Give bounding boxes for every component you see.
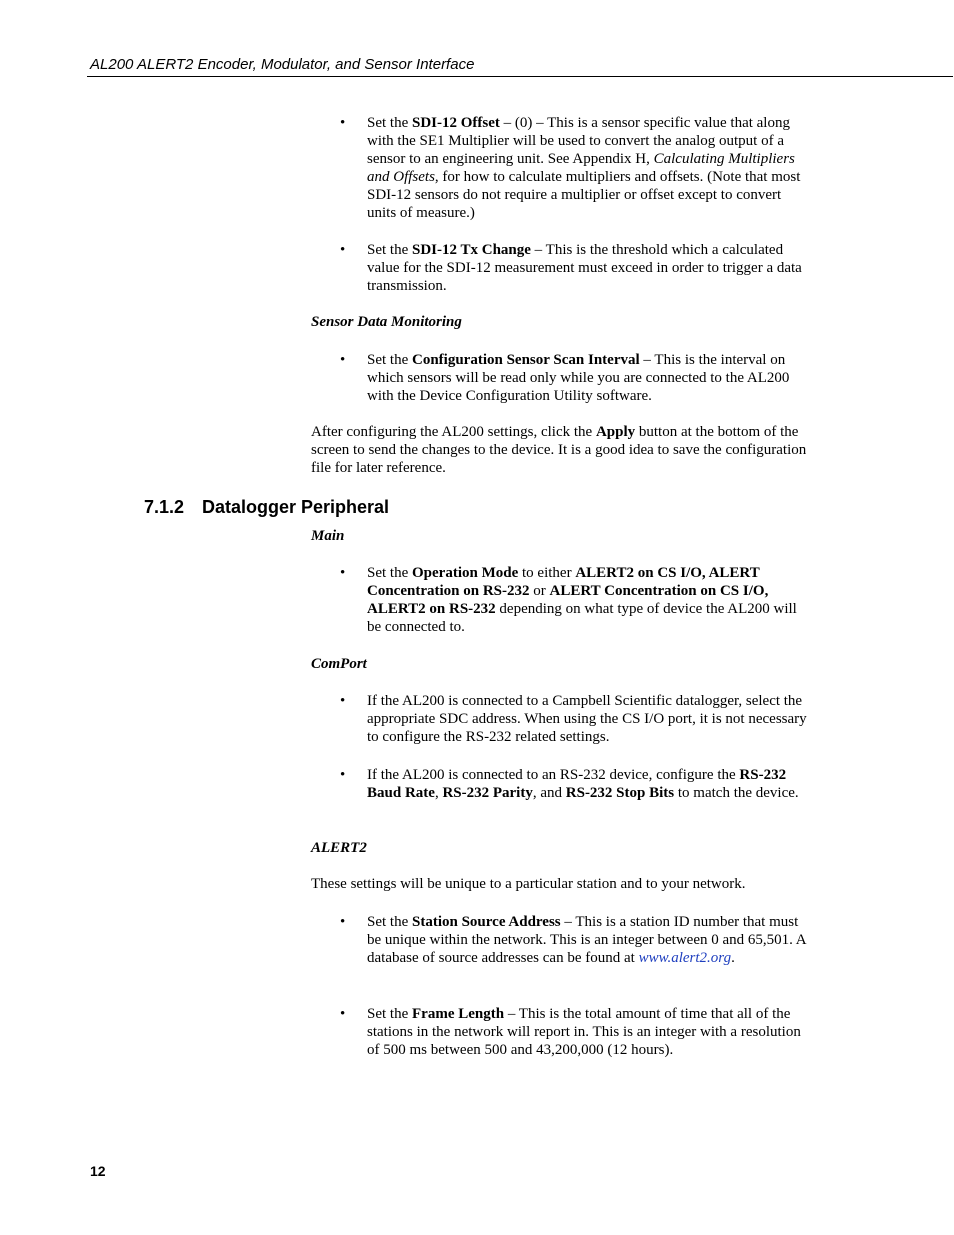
subheading-comport: ComPort [311, 656, 367, 672]
term-scan-interval: Configuration Sensor Scan Interval [412, 352, 640, 368]
option-alert2-cs-io: ALERT2 on CS I/O, ALERT Concentration on RS-232 [367, 565, 760, 599]
list-item-station-source-address [367, 913, 811, 967]
paragraph-alert2-intro: These settings will be unique to a particular station and to your network. [311, 876, 746, 892]
text: . [731, 950, 735, 966]
bullet-icon: • [340, 767, 346, 783]
alert2-link[interactable]: www.alert2.org [638, 950, 732, 966]
text: – This is the interval on which sensors will be read only while you are connected to the AL200 with the Device Configuration Utility software. [367, 352, 790, 404]
term-baud-rate: RS-232 Baud Rate [367, 767, 787, 801]
text: – This is the total amount of time that all of the stations in the network will report in. This is an integer with a resolution of 500 ms between 500 and 43,200,000 (12 hours). [367, 1006, 801, 1058]
text: to either [518, 565, 576, 581]
text: After configuring the AL200 settings, click the [311, 424, 596, 440]
text: Set the [367, 352, 412, 368]
term-sdi12-offset: SDI-12 Offset [412, 115, 500, 131]
bullet-icon: • [340, 352, 346, 368]
bullet-icon: • [340, 242, 346, 258]
text: to match the device. [674, 785, 799, 801]
text: Set the [367, 565, 412, 581]
section-number: 7.1.2 [144, 497, 185, 517]
term-frame-length: Frame Length [412, 1006, 505, 1022]
text: Set the [367, 1006, 412, 1022]
running-header: AL200 ALERT2 Encoder, Modulator, and Sensor Interface [90, 56, 475, 73]
list-item-frame-length [367, 1005, 811, 1059]
text: If the AL200 is connected to a Campbell Scientific datalogger, select the appropriate SDC address. When using the CS I/O port, it is not necessary to configure the RS-232 related settings. [367, 693, 807, 745]
appendix-reference: Calculating Multipliers and Offsets [367, 151, 795, 185]
text: Set the [367, 115, 412, 131]
term-parity: RS-232 Parity [442, 785, 533, 801]
list-item-sdi12-tx-change [367, 241, 811, 295]
list-item-rs232-device [367, 766, 811, 802]
term-operation-mode: Operation Mode [412, 565, 519, 581]
text: – This is a station ID number that must be unique within the network. This is an integer between 0 and 65,501. A database of source addresses can be found at [367, 914, 806, 966]
paragraph-apply [311, 423, 811, 477]
term-apply: Apply [595, 424, 636, 440]
text: depending on what type of device the AL200 will be connected to. [367, 601, 797, 635]
text: Set the [367, 914, 412, 930]
term-station-source-address: Station Source Address [412, 914, 561, 930]
list-item-campbell-datalogger [367, 692, 811, 746]
text: – This is the threshold which a calculated value for the SDI-12 measurement must exceed in order to trigger a data transmission. [367, 242, 802, 294]
subheading-alert2: ALERT2 [311, 840, 367, 856]
text: , for how to calculate multipliers and offsets. (Note that most SDI-12 sensors do not require a multiplier or offset except to convert units of measure.) [367, 169, 801, 221]
page-number: 12 [90, 1163, 106, 1179]
bullet-icon: • [340, 914, 346, 930]
subheading-sensor-data-monitoring: Sensor Data Monitoring [311, 314, 462, 330]
option-alert-concentration-cs-io: ALERT Concentration on CS I/O, ALERT2 on RS-232 [367, 583, 769, 617]
text: button at the bottom of the screen to send the changes to the device. It is a good idea to save the configuration file for later reference. [311, 424, 807, 476]
bullet-icon: • [340, 565, 346, 581]
subheading-main: Main [311, 528, 345, 544]
term-sdi12-tx-change: SDI-12 Tx Change [412, 242, 531, 258]
list-item-scan-interval [367, 351, 811, 405]
bullet-icon: • [340, 115, 346, 131]
text: – (0) – This is a sensor specific value that along with the SE1 Multiplier will be used to convert the analog output of a sensor to an engineering unit. See Appendix H, [367, 115, 790, 167]
text: , and [532, 785, 566, 801]
text: or [529, 583, 550, 599]
bullet-icon: • [340, 693, 346, 709]
bullet-icon: • [340, 1006, 346, 1022]
text: If the AL200 is connected to an RS-232 device, configure the [367, 767, 740, 783]
text: Set the [367, 242, 412, 258]
text: , [434, 785, 443, 801]
section-title: Datalogger Peripheral [202, 497, 390, 517]
list-item-operation-mode [367, 564, 811, 636]
list-item-sdi12-offset [367, 114, 811, 222]
term-stop-bits: RS-232 Stop Bits [565, 785, 675, 801]
header-rule [87, 76, 953, 77]
section-heading [144, 496, 389, 518]
